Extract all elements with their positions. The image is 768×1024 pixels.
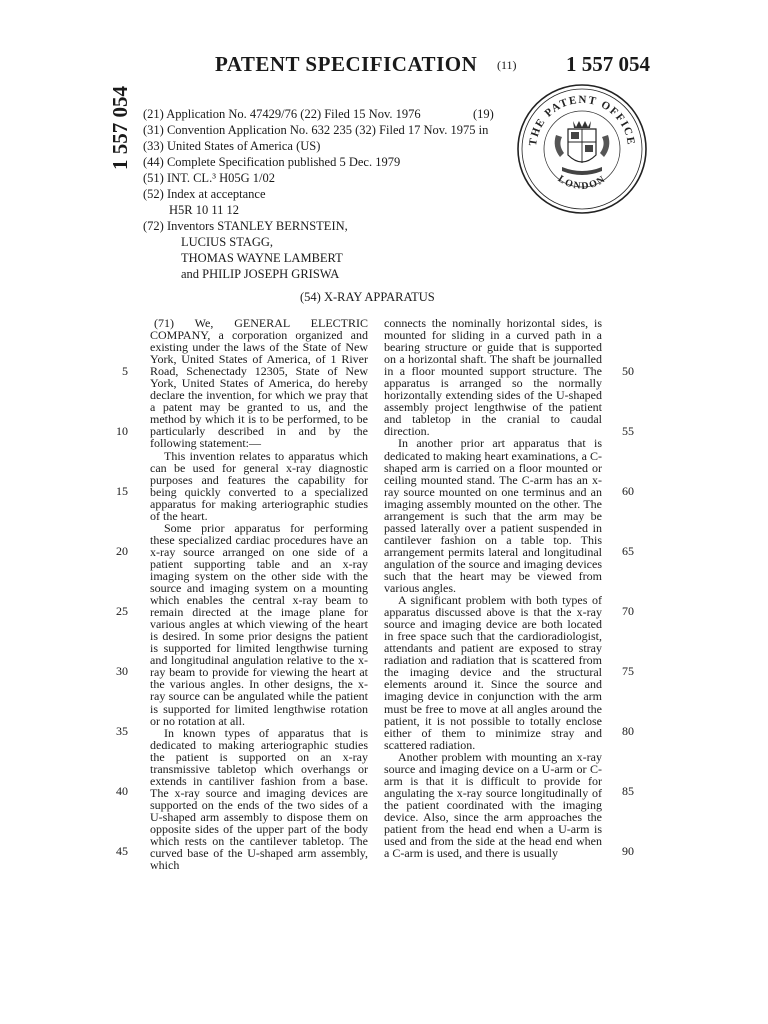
inventor-line: and PHILIP JOSEPH GRISWA bbox=[181, 267, 340, 281]
inventor-line: (72) Inventors STANLEY BERNSTEIN, bbox=[143, 219, 348, 233]
text-column-right bbox=[384, 317, 602, 859]
country-line: (33) United States of America (US) bbox=[143, 139, 321, 153]
text-column-left bbox=[150, 317, 368, 871]
line-number: 60 bbox=[622, 484, 634, 498]
patent-number-label: (11) bbox=[497, 58, 517, 72]
line-number: 20 bbox=[116, 544, 128, 558]
line-number: 45 bbox=[116, 844, 128, 858]
line-number: 70 bbox=[622, 604, 634, 618]
line-number: 40 bbox=[116, 784, 128, 798]
inventor-line: THOMAS WAYNE LAMBERT bbox=[181, 251, 343, 265]
paragraph: In another prior art apparatus that is dedicated to making heart examinations, a C-shaped arm is carried on a floor mounted or ceiling mounted stand. The C-arm has an x-ray source mounted on one terminus and an imaging assembly mounted on the other. The arrangement is such that the arm may be passed laterally over a patient suspended in cantilever fashion on a table top. This arrangement permits lateral and longitudinal angulation of the source and imaging devices such that the heart may be viewed from various angles. bbox=[384, 436, 602, 596]
index-label-line: (52) Index at acceptance bbox=[143, 187, 266, 201]
line-number: 25 bbox=[116, 604, 128, 618]
line-number: 85 bbox=[622, 784, 634, 798]
svg-text:LONDON bbox=[556, 173, 608, 192]
line-number: 55 bbox=[622, 424, 634, 438]
patent-title: PATENT SPECIFICATION bbox=[215, 52, 478, 76]
paragraph: Another problem with mounting an x-ray source and imaging device on a U-arm or C-arm is that it is difficult to provide for angulating the x-ray source longitudinally of the patient coordinated with the imaging device. Also, since the arm approaches the patient from the head end when a U-arm is used and from the side at the head end when a C-arm is used, and there is usually bbox=[384, 749, 602, 861]
code-19: (19) bbox=[473, 107, 494, 121]
line-number: 90 bbox=[622, 844, 634, 858]
line-number: 65 bbox=[622, 544, 634, 558]
int-cl-line: (51) INT. CL.³ H05G 1/02 bbox=[143, 171, 275, 185]
seal-bottom-text: LONDON bbox=[555, 173, 609, 193]
paragraph: In known types of apparatus that is dedicated to making arteriographic studies the patient is supported on an x-ray transmissive tabletop which overhangs or extends in cantiliver fashion from a base. The x-ray source and imaging devices are supported on the ends of the two sides of a U-shaped arm assembly to dispose them on opposite sides of the upper part of the body which rests on the cantilever tabletop. The curved base of the U-shaped arm assembly, which bbox=[150, 725, 368, 873]
line-number: 50 bbox=[622, 364, 634, 378]
complete-spec-line: (44) Complete Specification published 5 Dec. 1979 bbox=[143, 155, 401, 169]
invention-title: (54) X-RAY APPARATUS bbox=[300, 290, 435, 304]
line-number: 10 bbox=[116, 424, 128, 438]
paragraph: This invention relates to apparatus which can be used for general x-ray diagnostic purposes and features the capability for being quickly converted to a specialized apparatus for making arteriographic studies of the heart. bbox=[150, 448, 368, 523]
line-number: 30 bbox=[116, 664, 128, 678]
paragraph: Some prior apparatus for performing these specialized cardiac procedures have an x-ray source arranged on one side of a patient supporting table and an x-ray imaging system on the other side with the source and imaging system on a mounting which enables the central x-ray beam to remain directed at the image plane for various angles at which viewing of the heart is desired. In some prior designs the patient is supported for limited lengthwise turning and longitudinal angulation relative to the x-ray beam to provide for viewing the heart at the various angles. In other designs, the x-ray source can be angulated while the patient is supported for limited lengthwise rotation or no rotation at all. bbox=[150, 520, 368, 728]
patent-number: 1 557 054 bbox=[566, 52, 650, 76]
inventor-line: LUCIUS STAGG, bbox=[181, 235, 274, 249]
index-value-line: H5R 10 11 12 bbox=[169, 203, 240, 217]
line-number: 80 bbox=[622, 724, 634, 738]
paragraph: connects the nominally horizontal sides, is mounted for sliding in a curved path in a bearing structure or guide that is supported on a horizontal shaft. The shaft be journalled in a floor mounted support structure. The apparatus is arranged so the normally horizontally extending sides of the U-shaped assembly project lengthwise of the patient and tabletop in the cranial to caudal direction. bbox=[384, 316, 602, 439]
paragraph: A significant problem with both types of apparatus discussed above is that the x-ray source and imaging device are both located in free space such that the cardioradiologist, attendants and patient are exposed to stray radiation and radiation that is scattered from the imaging device and the structural elements around it. Since the source and imaging device in conjunction with the arm must be free to move at all angles around the patient, it is not possible to totally enclose either of them to minimize stray and scattered radiation. bbox=[384, 593, 602, 752]
bibliographic-data bbox=[143, 106, 488, 282]
seal-top-text: THE PATENT OFFICE bbox=[526, 93, 638, 147]
convention-line: (31) Convention Application No. 632 235 (32) Filed 17 Nov. 1975 in bbox=[143, 123, 489, 137]
side-patent-number: 1 557 054 bbox=[108, 86, 132, 170]
line-number: 35 bbox=[116, 724, 128, 738]
application-line: (21) Application No. 47429/76 (22) Filed 15 Nov. 1976 bbox=[143, 107, 421, 121]
line-number: 5 bbox=[122, 364, 128, 378]
line-number: 15 bbox=[116, 484, 128, 498]
paragraph: (71) We, GENERAL ELECTRIC COMPANY, a corporation organized and existing under the laws of the State of New York, United States of America, of 1 River Road, Schenectady 12305, State of New York, United States of America, do hereby declare the invention, for which we pray that a patent may be granted to us, and the method by which it is to be performed, to be particularly described in and by the following statement:— bbox=[150, 316, 368, 451]
patent-office-seal bbox=[516, 83, 648, 215]
line-number: 75 bbox=[622, 664, 634, 678]
